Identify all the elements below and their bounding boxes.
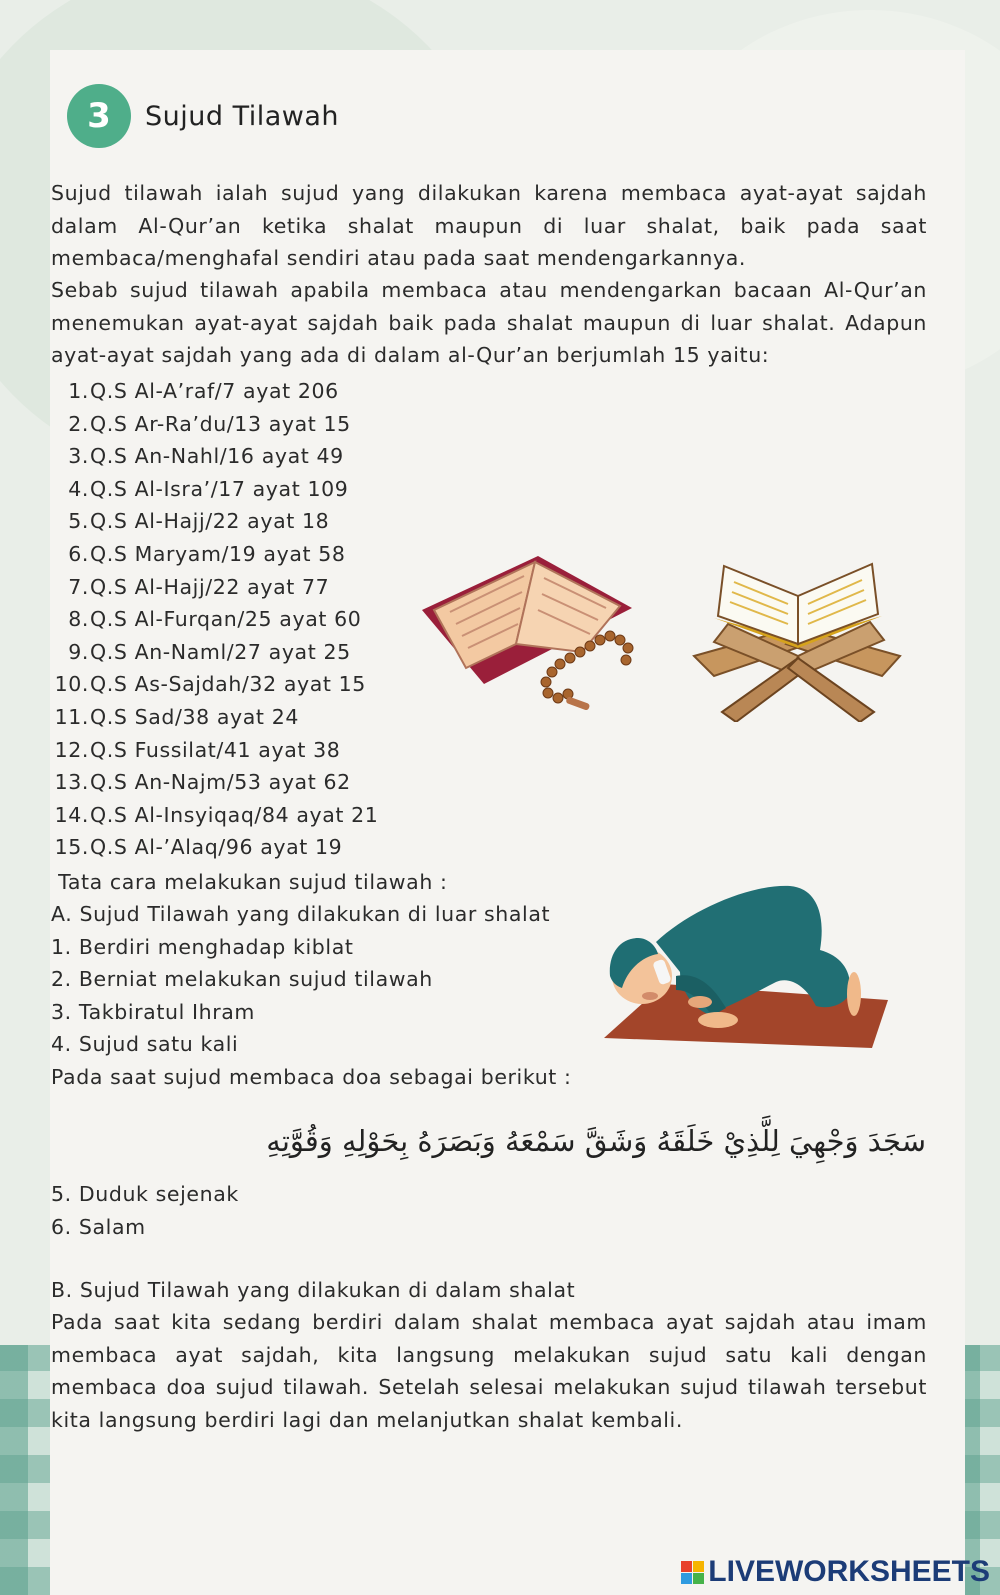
verse-text: Q.S Al-’Alaq/96 ayat 19 [90,835,343,860]
step-item: 1. Berdiri menghadap kiblat [51,934,354,959]
step-item: 3. Takbiratul Ihram [51,999,255,1024]
brand-logo-cell [693,1573,704,1584]
list-item [51,603,378,636]
verse-text: Q.S Sad/38 ayat 24 [90,704,299,729]
quran-stand-illustration [688,560,908,722]
verse-text: Q.S Al-Hajj/22 ayat 18 [90,509,330,534]
intro-paragraph-1: Sujud tilawah ialah sujud yang dilakukan karena membaca ayat-ayat sajdah dalam Al-Qur’an ketika shalat maupun di luar shalat, baik pada saat membaca/menghafal sendiri atau pada saat mendengarkannya. [51,181,927,271]
list-item [51,734,378,767]
list-item [51,636,378,669]
verse-text: Q.S An-Najm/53 ayat 62 [90,770,351,795]
procedure-heading: Tata cara melakukan sujud tilawah : [51,870,448,894]
part-a-title: A. Sujud Tilawah yang dilakukan di luar shalat [51,902,551,926]
part-a-steps [51,898,572,1094]
verse-number: 9. [68,639,89,664]
list-item [51,766,378,799]
verse-text: Q.S Al-Furqan/25 ayat 60 [90,607,362,632]
step-item: 2. Berniat melakukan sujud tilawah [51,967,433,992]
verse-number: 13. [54,770,89,795]
verse-text: Q.S Al-Hajj/22 ayat 77 [90,574,330,599]
verse-text: Q.S Maryam/19 ayat 58 [90,541,346,566]
verse-text: Q.S Al-Insyiqaq/84 ayat 21 [90,802,379,827]
step-item: 4. Sujud satu kali [51,1032,239,1057]
brand-logo-cell [681,1561,692,1572]
intro-paragraph-2: Sebab sujud tilawah apabila membaca atau mendengarkan bacaan Al-Qur’an menemukan ayat-ayat sajdah baik pada shalat maupun di luar shalat. Adapun ayat-ayat sajdah yang ada di dalam al-Qur’an berjumlah 15 yaitu: [51,278,927,368]
verse-number: 2. [68,411,89,436]
verse-number: 14. [54,802,89,827]
list-item [51,701,378,734]
list-item [51,408,378,441]
verse-text: Q.S As-Sajdah/32 ayat 15 [90,672,366,697]
list-item [51,571,378,604]
verse-text: Q.S Fussilat/41 ayat 38 [90,737,341,762]
verse-number: 15. [54,835,89,860]
verse-number: 11. [54,704,89,729]
verse-number: 10. [54,672,89,697]
verse-text: Q.S Al-Isra’/17 ayat 109 [90,476,349,501]
verse-number: 7. [68,574,89,599]
brand-logo-icon [681,1561,704,1584]
doa-intro: Pada saat sujud membaca doa sebagai berikut : [51,1064,572,1089]
open-quran-tasbih-illustration [420,548,640,720]
section-number-badge: 3 [67,84,131,148]
part-a-steps-continued [51,1178,239,1243]
section-title: Sujud Tilawah [145,100,340,132]
brand-name: LIVEWORKSHEETS [708,1555,990,1588]
liveworksheets-brand [681,1555,990,1589]
verse-text: Q.S An-Naml/27 ayat 25 [90,639,351,664]
list-item [51,538,378,571]
step-item: 5. Duduk sejenak [51,1182,239,1206]
list-item [51,799,378,832]
verse-number: 12. [54,737,89,762]
sajdah-verse-list [51,375,378,864]
doa-arabic-text: سَجَدَ وَجْهِيَ لِلَّذِيْ خَلَقَهُ وَشَقَّ سَمْعَهُ وَبَصَرَهُ بِحَوْلِهِ وَقُوَّتِهِ [266,1124,926,1158]
section-header [67,84,339,148]
verse-text: Q.S An-Nahl/16 ayat 49 [90,444,344,469]
verse-number: 8. [68,607,89,632]
list-item [51,375,378,408]
list-item [51,473,378,506]
verse-number: 6. [68,541,89,566]
part-b-paragraph: Pada saat kita sedang berdiri dalam shalat membaca ayat sajdah atau imam membaca ayat sajdah, kita langsung melakukan sujud satu kali dengan membaca doa sujud tilawah. Setelah selesai melakukan sujud tilawah tersebut kita langsung berdiri lagi dan melanjutkan shalat kembali. [51,1310,927,1432]
brand-logo-cell [693,1561,704,1572]
verse-number: 3. [68,444,89,469]
step-item: 6. Salam [51,1214,146,1239]
list-item [51,668,378,701]
verse-text: Q.S Ar-Ra’du/13 ayat 15 [90,411,351,436]
verse-number: 5. [68,509,89,534]
part-b-title: B. Sujud Tilawah yang dilakukan di dalam shalat [51,1278,576,1302]
list-item [51,831,378,864]
list-item [51,440,378,473]
verse-number: 4. [68,476,89,501]
verse-number: 1. [68,379,89,403]
sujud-person-illustration [580,880,905,1070]
verse-text: Q.S Al-A’raf/7 ayat 206 [90,379,339,403]
list-item [51,505,378,538]
brand-logo-cell [681,1573,692,1584]
